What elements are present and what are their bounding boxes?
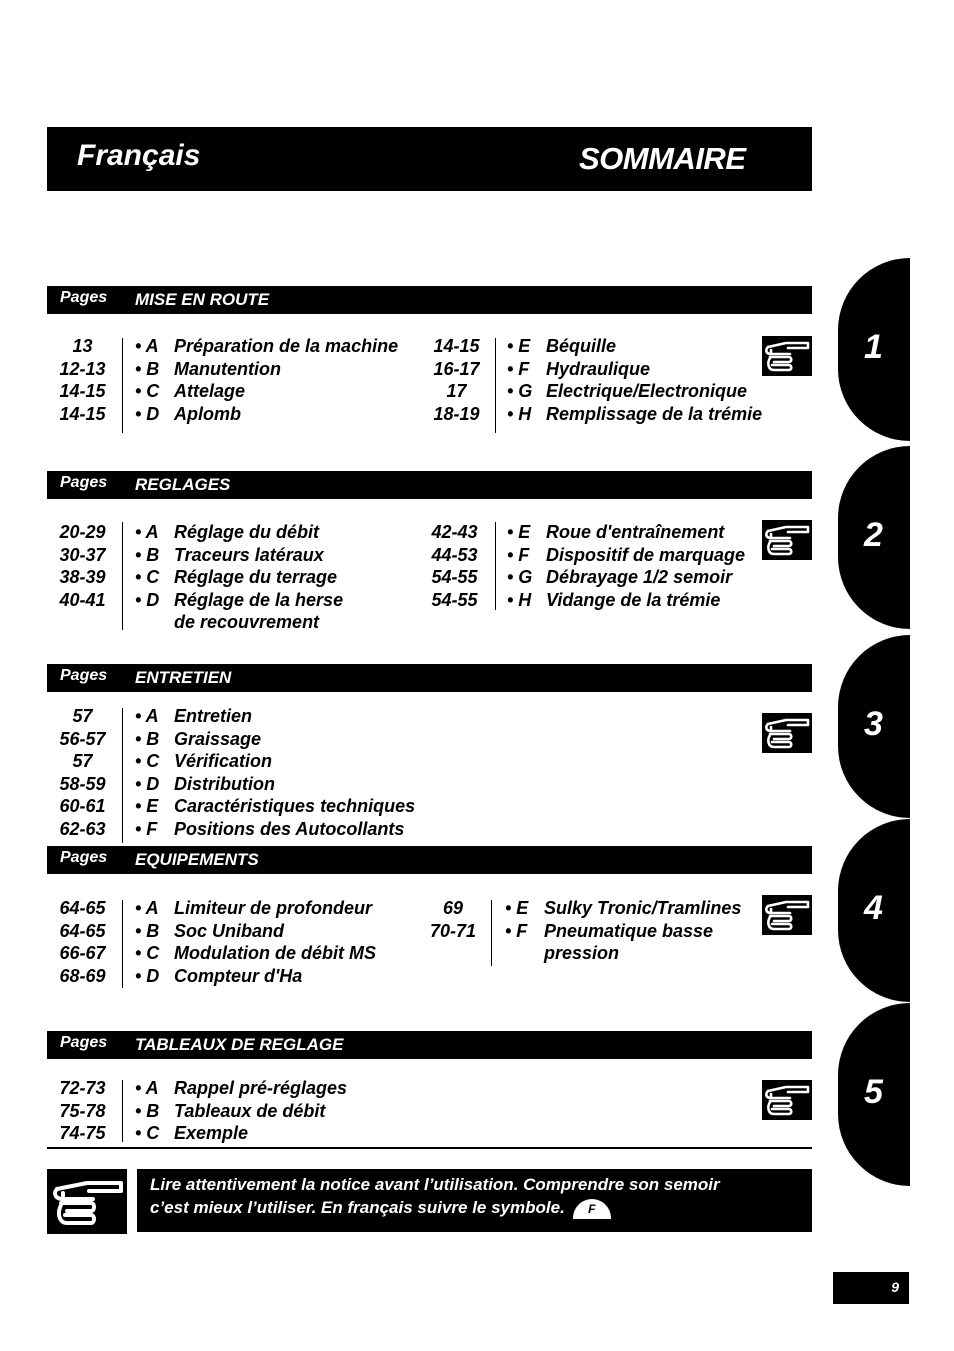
entry-letter: • C	[135, 943, 160, 963]
chapter-tab-3[interactable]	[838, 635, 910, 818]
section-hand-icon	[762, 1080, 812, 1120]
entry-pages: 64-65	[59, 920, 106, 941]
entry-label: Remplissage de la trémie	[546, 403, 763, 424]
entry-pages: 17	[446, 381, 467, 401]
divider-line	[47, 1147, 812, 1149]
entry-pages: 54-55	[431, 567, 478, 587]
entry-pages: 18-19	[433, 403, 480, 424]
chapter-tab-number: 4	[864, 889, 883, 927]
entry-pages: 14-15	[59, 381, 106, 401]
column-divider	[491, 900, 492, 966]
entry-label: Manutention	[174, 358, 281, 379]
entry-pages: 14-15	[59, 403, 106, 424]
entry-pages: 58-59	[59, 773, 106, 794]
page-number: 9	[891, 1279, 899, 1295]
section-title: TABLEAUX DE REGLAGE	[135, 1035, 344, 1054]
entry-label: Compteur d'Ha	[174, 965, 303, 986]
pointing-hand-icon	[762, 895, 812, 935]
entry-label: Soc Uniband	[174, 920, 285, 941]
entry-label: Sulky Tronic/Tramlines	[544, 898, 742, 918]
entry-pages: 62-63	[59, 818, 106, 839]
column-divider	[122, 338, 123, 433]
entry-pages: 40-41	[59, 589, 106, 610]
entry-label: Modulation de débit MS	[174, 943, 376, 963]
entry-label: Traceurs latéraux	[174, 544, 324, 565]
entry-label: Tableaux de débit	[174, 1100, 326, 1121]
entry-pages: 68-69	[59, 965, 106, 986]
section-bar	[47, 471, 812, 499]
entry-label: Réglage du terrage	[174, 567, 338, 587]
french-symbol-badge: F	[573, 1199, 611, 1219]
entry-label: Graissage	[174, 728, 262, 749]
entry-letter: • H	[507, 589, 532, 610]
entry-pages: 56-57	[59, 728, 106, 749]
pages-label: Pages	[60, 667, 108, 684]
pointing-hand-icon	[762, 1080, 812, 1120]
footer-line-1: Lire attentivement la notice avant l’utilisation. Comprendre son semoir	[150, 1175, 720, 1194]
pointing-hand-icon	[47, 1169, 127, 1234]
entry-pages: 57	[72, 751, 93, 771]
entry-label: Attelage	[174, 381, 246, 401]
entry-pages: 75-78	[59, 1100, 106, 1121]
entry-letter: • E	[507, 522, 531, 542]
chapter-tab-number: 1	[864, 328, 883, 366]
pages-label: Pages	[60, 849, 108, 866]
entry-label: Distribution	[174, 773, 275, 794]
entry-pages: 12-13	[59, 358, 106, 379]
section-bar	[47, 286, 812, 314]
entry-letter: • C	[135, 751, 160, 771]
entry-letter: • C	[135, 1123, 160, 1143]
entry-pages: 20-29	[59, 522, 106, 542]
entry-label: Positions des Autocollants	[174, 818, 405, 839]
chapter-tab-number: 5	[864, 1073, 883, 1111]
entry-label: Réglage de la herse	[174, 589, 344, 610]
entry-letter: • G	[507, 381, 533, 401]
footer-line-2-text: c’est mieux l’utiliser. En français suivre le symbole.	[150, 1198, 565, 1217]
entry-pages	[55, 611, 110, 634]
entry-label: Exemple	[174, 1123, 249, 1143]
section-title: MISE EN ROUTE	[135, 290, 270, 309]
entry-letter: • A	[135, 336, 159, 356]
entry-pages: 72-73	[59, 1078, 106, 1098]
chapter-tab-2[interactable]	[838, 446, 910, 629]
entry-letter: • F	[507, 544, 530, 565]
entry-letter: • D	[135, 589, 160, 610]
entry-pages	[425, 942, 481, 965]
entry-label: Entretien	[174, 706, 253, 726]
entry-pages: 70-71	[429, 920, 477, 941]
entry-label: Préparation de la machine	[174, 336, 399, 356]
entry-pages: 66-67	[59, 943, 106, 963]
entry-letter: • D	[135, 773, 160, 794]
entry-letter: • D	[135, 403, 160, 424]
entry-label: Pneumatique basse	[544, 920, 714, 941]
pointing-hand-icon	[762, 713, 812, 753]
column-divider	[495, 338, 496, 433]
section-bar	[47, 846, 812, 874]
chapter-tab-1[interactable]	[838, 258, 910, 441]
footer-hand-icon	[47, 1169, 127, 1234]
chapter-tab-number: 3	[864, 705, 883, 743]
entry-label: de recouvrement	[174, 612, 320, 632]
pages-label: Pages	[60, 289, 108, 306]
entry-letter: • F	[505, 920, 528, 941]
entry-pages: 13	[72, 336, 93, 356]
pointing-hand-icon	[762, 336, 812, 376]
entry-label: Electrique/Electronique	[546, 381, 748, 401]
entry-letter: • H	[507, 403, 532, 424]
column-divider	[122, 708, 123, 843]
chapter-tab-4[interactable]	[838, 819, 910, 1002]
entry-label: Aplomb	[174, 403, 241, 424]
entry-letter: • E	[505, 898, 529, 918]
entry-label: Dispositif de marquage	[546, 544, 746, 565]
pages-label: Pages	[60, 1034, 108, 1051]
entry-label: Limiteur de profondeur	[174, 898, 372, 918]
section-bar	[47, 664, 812, 692]
column-divider	[495, 522, 496, 610]
section-hand-icon	[762, 520, 812, 560]
entry-letter: • F	[135, 818, 158, 839]
entry-letter: • A	[135, 522, 159, 542]
entry-label: Rappel pré-réglages	[174, 1078, 348, 1098]
section-hand-icon	[762, 895, 812, 935]
language-label: Français	[77, 139, 201, 172]
entry-label: Débrayage 1/2 semoir	[546, 567, 733, 587]
column-divider	[122, 522, 123, 630]
entry-letter: • C	[135, 567, 160, 587]
entry-pages: 54-55	[431, 589, 478, 610]
entry-letter: • B	[135, 728, 160, 749]
page-number-box	[833, 1272, 909, 1304]
entry-label: Caractéristiques techniques	[174, 796, 416, 816]
entry-letter: • B	[135, 544, 160, 565]
footer-notice	[137, 1169, 812, 1232]
column-divider	[122, 1080, 123, 1142]
section-bar	[47, 1031, 812, 1059]
entry-label: Vidange de la trémie	[546, 589, 721, 610]
pages-label: Pages	[60, 474, 108, 491]
entry-letter: • F	[507, 358, 530, 379]
chapter-tab-5[interactable]	[838, 1003, 910, 1186]
entry-letter: • G	[507, 567, 533, 587]
entry-label: Hydraulique	[546, 358, 651, 379]
column-divider	[122, 900, 123, 988]
footer-line-2	[150, 1198, 611, 1219]
entry-letter: • D	[135, 965, 160, 986]
entry-pages: 16-17	[433, 358, 480, 379]
entry-pages: 64-65	[59, 898, 106, 918]
entry-label: Réglage du débit	[174, 522, 320, 542]
entry-label: pression	[544, 943, 620, 963]
entry-letter: • A	[135, 898, 159, 918]
entry-letter: • E	[135, 796, 159, 816]
entry-pages: 30-37	[59, 544, 106, 565]
entry-letter: • B	[135, 1100, 160, 1121]
section-hand-icon	[762, 336, 812, 376]
entry-pages: 38-39	[59, 567, 106, 587]
entry-pages: 42-43	[431, 522, 478, 542]
section-title: ENTRETIEN	[135, 668, 232, 687]
entry-pages: 69	[442, 898, 464, 918]
section-title: EQUIPEMENTS	[135, 850, 259, 869]
entry-letter: • C	[135, 381, 160, 401]
entry-letter: • B	[135, 920, 160, 941]
entry-pages: 60-61	[59, 796, 106, 816]
entry-letter: • A	[135, 1078, 159, 1098]
entry-letter: • A	[135, 706, 159, 726]
entry-letter: • E	[507, 336, 531, 356]
pointing-hand-icon	[762, 520, 812, 560]
entry-label: Vérification	[174, 751, 273, 771]
entry-label: Béquille	[546, 336, 617, 356]
page-title: SOMMAIRE	[579, 141, 746, 176]
entry-pages: 14-15	[433, 336, 480, 356]
entry-pages: 74-75	[59, 1123, 106, 1143]
section-hand-icon	[762, 713, 812, 753]
chapter-tab-number: 2	[864, 516, 883, 554]
section-title: REGLAGES	[135, 475, 231, 494]
entry-label: Roue d'entraînement	[546, 522, 725, 542]
entry-letter: • B	[135, 358, 160, 379]
entry-pages: 57	[72, 706, 93, 726]
entry-pages: 44-53	[431, 544, 478, 565]
header-banner	[47, 127, 812, 191]
